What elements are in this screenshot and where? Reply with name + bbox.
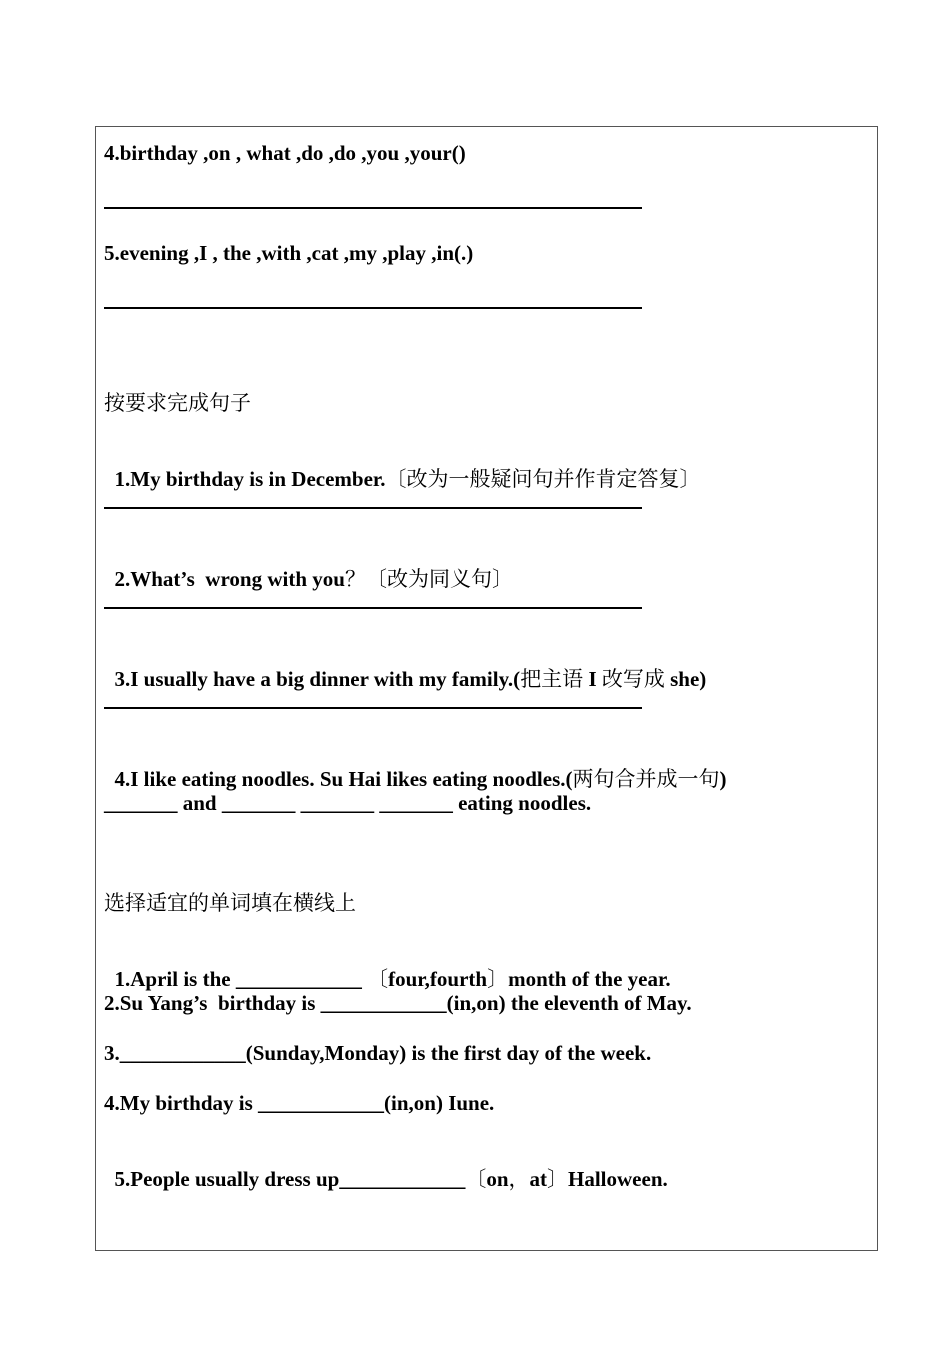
question-text: 1.My birthday is in December. xyxy=(114,467,386,491)
question-options: four,fourth xyxy=(388,967,488,991)
question-text: 5.People usually dress up____________ xyxy=(114,1167,466,1191)
question-text: she) xyxy=(664,667,707,691)
bracket: 〕 xyxy=(547,1167,569,1191)
answer-line xyxy=(104,507,642,509)
bracket: 〕 xyxy=(487,967,509,991)
question-text: month of the year. xyxy=(508,967,671,991)
complete-question-2 xyxy=(104,540,513,592)
answer-line xyxy=(104,307,642,309)
complete-question-4-answer: _______ and _______ _______ _______ eating noodles. xyxy=(104,791,592,815)
complete-question-3 xyxy=(104,640,706,692)
question-text: 1.April is the ____________ xyxy=(114,967,368,991)
choose-question-1 xyxy=(104,940,671,992)
question-instruction: 两句合并成一句 xyxy=(572,767,720,791)
choose-question-4: 4.My birthday is ____________(in,on) Iune. xyxy=(104,1091,495,1115)
reorder-question-5: 5.evening ,I , the ,with ,cat ,my ,play ,in(.) xyxy=(104,241,474,265)
section-heading-choose: 选择适宜的单词填在横线上 xyxy=(104,891,356,915)
choose-question-2: 2.Su Yang’s birthday is ____________(in,on) the eleventh of May. xyxy=(104,991,692,1015)
question-text: I xyxy=(583,667,602,691)
question-instruction: 改写成 xyxy=(601,667,665,691)
question-text: 4.I like eating noodles. Su Hai likes eating noodles.( xyxy=(114,767,573,791)
question-instruction: ？〔改为同义句〕 xyxy=(344,567,513,591)
question-text: 3.I usually have a big dinner with my family.( xyxy=(114,667,521,691)
answer-line xyxy=(104,607,642,609)
bracket: 〔 xyxy=(367,967,389,991)
complete-question-1 xyxy=(104,440,701,492)
bracket: 〔 xyxy=(465,1167,487,1191)
reorder-question-4: 4.birthday ,on , what ,do ,do ,you ,your() xyxy=(104,141,466,165)
answer-line xyxy=(104,707,642,709)
choose-question-3: 3.____________(Sunday,Monday) is the first day of the week. xyxy=(104,1041,652,1065)
question-instruction: 〔改为一般疑问句并作肯定答复〕 xyxy=(385,467,701,491)
question-instruction: 把主语 xyxy=(520,667,584,691)
separator: ， xyxy=(508,1167,530,1191)
question-options: at xyxy=(529,1167,548,1191)
section-heading-complete: 按要求完成句子 xyxy=(104,391,251,415)
question-text: 2.What’s wrong with you xyxy=(114,567,345,591)
answer-line xyxy=(104,207,642,209)
question-text: Halloween. xyxy=(568,1167,668,1191)
choose-question-5 xyxy=(104,1140,668,1192)
complete-question-4 xyxy=(104,740,726,792)
question-options: on xyxy=(486,1167,509,1191)
question-text: ) xyxy=(719,767,727,791)
